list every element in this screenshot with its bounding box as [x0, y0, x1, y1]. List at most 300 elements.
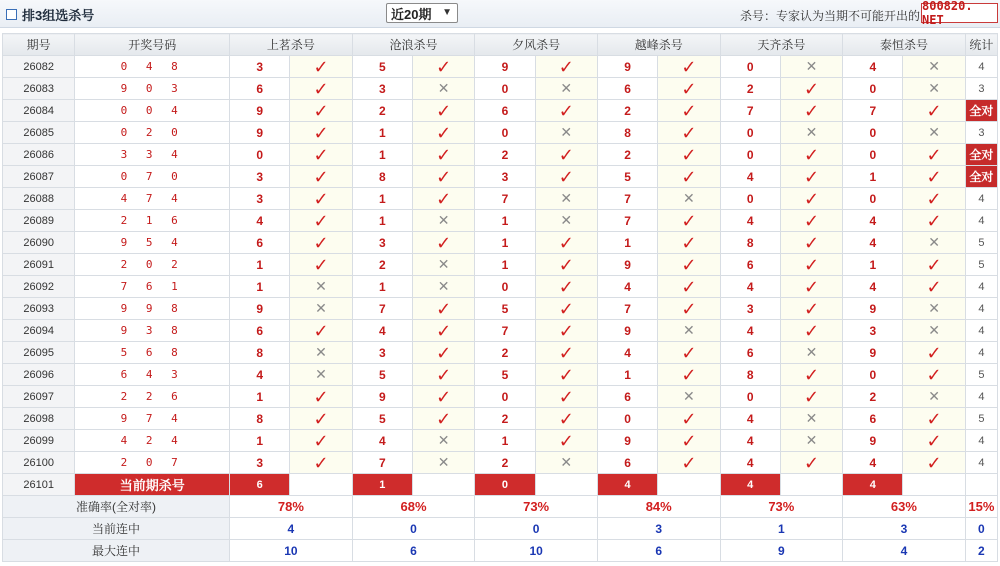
check-icon: ✓: [658, 210, 720, 232]
kill-number: 1: [352, 188, 412, 210]
period-number: 26100: [3, 452, 75, 474]
kill-number: 4: [843, 452, 903, 474]
kill-number: 7: [597, 210, 657, 232]
hit-count: 4: [965, 210, 997, 232]
table-row: [3, 78, 998, 100]
check-icon: ✓: [658, 364, 720, 386]
table-row: [3, 100, 998, 122]
check-icon: ✓: [535, 100, 597, 122]
kill-number: 9: [597, 254, 657, 276]
accuracy-all: 15%: [965, 496, 997, 518]
accuracy-expert-6: 63%: [843, 496, 966, 518]
cross-icon: ✕: [780, 408, 842, 430]
period-number: 26092: [3, 276, 75, 298]
cross-icon: ✕: [413, 276, 475, 298]
draw-number: 0 4 8: [75, 56, 230, 78]
check-icon: ✓: [903, 408, 965, 430]
max-streak-expert-2: 6: [352, 540, 475, 562]
cross-icon: ✕: [535, 452, 597, 474]
accuracy-expert-2: 68%: [352, 496, 475, 518]
current-streak-label: 当前连中: [3, 518, 230, 540]
kill-number: 0: [475, 276, 535, 298]
kill-number: 0: [843, 144, 903, 166]
accuracy-expert-5: 73%: [720, 496, 843, 518]
draw-number: 9 0 3: [75, 78, 230, 100]
check-icon: ✓: [658, 78, 720, 100]
cross-icon: ✕: [535, 188, 597, 210]
kill-number: 0: [720, 386, 780, 408]
all-correct-badge: 全对: [965, 166, 997, 188]
check-icon: ✓: [535, 342, 597, 364]
site-badge[interactable]: 800820. NET: [921, 3, 998, 23]
period-number: 26089: [3, 210, 75, 232]
check-icon: ✓: [535, 408, 597, 430]
kill-number: 7: [475, 188, 535, 210]
table-row: [3, 386, 998, 408]
draw-number: 2 0 7: [75, 452, 230, 474]
kill-number: 2: [475, 342, 535, 364]
hit-count: 4: [965, 56, 997, 78]
check-icon: ✓: [658, 166, 720, 188]
kill-number: 4: [720, 452, 780, 474]
cross-icon: ✕: [658, 386, 720, 408]
kill-number: 7: [352, 298, 412, 320]
kill-number: 7: [475, 320, 535, 342]
draw-number: 2 0 2: [75, 254, 230, 276]
kill-number: 1: [352, 122, 412, 144]
cross-icon: ✕: [903, 232, 965, 254]
table-header: [3, 34, 998, 56]
table-row: [3, 232, 998, 254]
current-streak-expert-4: 3: [597, 518, 720, 540]
kill-number: 7: [843, 100, 903, 122]
col-header-draw: 开奖号码: [75, 34, 230, 56]
kill-number: 6: [720, 342, 780, 364]
kill-number: 0: [720, 122, 780, 144]
kill-number: 7: [720, 100, 780, 122]
kill-number: 1: [597, 364, 657, 386]
cross-icon: ✕: [290, 364, 352, 386]
check-icon: ✓: [413, 232, 475, 254]
period-number: 26087: [3, 166, 75, 188]
kill-number: 0: [720, 56, 780, 78]
kill-number: 0: [475, 122, 535, 144]
period-number: 26093: [3, 298, 75, 320]
check-icon: ✓: [413, 100, 475, 122]
kill-number: 1: [352, 210, 412, 232]
check-icon: ✓: [535, 254, 597, 276]
all-correct-badge: 全对: [965, 100, 997, 122]
current-streak-row: [3, 518, 998, 540]
check-icon: ✓: [413, 408, 475, 430]
check-icon: ✓: [290, 122, 352, 144]
kill-number: 1: [230, 254, 290, 276]
accuracy-label: 准确率(全对率): [3, 496, 230, 518]
check-icon: ✓: [903, 166, 965, 188]
kill-number: 2: [352, 254, 412, 276]
current-streak-expert-5: 1: [720, 518, 843, 540]
cross-icon: ✕: [903, 320, 965, 342]
check-icon: ✓: [535, 166, 597, 188]
table-row: [3, 254, 998, 276]
check-icon: ✓: [903, 144, 965, 166]
kill-number: 9: [597, 430, 657, 452]
max-streak-label: 最大连中: [3, 540, 230, 562]
kill-number: 0: [720, 188, 780, 210]
cross-icon: ✕: [535, 78, 597, 100]
cross-icon: ✕: [658, 320, 720, 342]
period-range-value: 近20期: [391, 6, 432, 22]
current-streak-expert-1: 4: [230, 518, 353, 540]
kill-number: 5: [352, 408, 412, 430]
kill-number: 9: [475, 56, 535, 78]
kill-number: 1: [475, 232, 535, 254]
draw-number: 7 6 1: [75, 276, 230, 298]
kill-number: 6: [230, 78, 290, 100]
kill-number: 4: [352, 430, 412, 452]
period-number: 26082: [3, 56, 75, 78]
hit-count: 5: [965, 408, 997, 430]
check-icon: ✓: [413, 122, 475, 144]
period-number: 26091: [3, 254, 75, 276]
kill-number: 2: [597, 100, 657, 122]
hit-count: 4: [965, 188, 997, 210]
draw-number: 0 2 0: [75, 122, 230, 144]
check-icon: ✓: [780, 166, 842, 188]
kill-number: 3: [352, 78, 412, 100]
draw-number: 5 6 8: [75, 342, 230, 364]
check-icon: ✓: [535, 364, 597, 386]
draw-number: 4 7 4: [75, 188, 230, 210]
max-streak-expert-6: 4: [843, 540, 966, 562]
cross-icon: ✕: [780, 430, 842, 452]
kill-number: 6: [843, 408, 903, 430]
table-row: [3, 408, 998, 430]
max-streak-all: 2: [965, 540, 997, 562]
table-row: [3, 144, 998, 166]
check-icon: ✓: [658, 122, 720, 144]
kill-number: 8: [230, 408, 290, 430]
check-icon: ✓: [413, 364, 475, 386]
kill-number: 4: [720, 408, 780, 430]
check-icon: ✓: [413, 342, 475, 364]
draw-number: 0 0 4: [75, 100, 230, 122]
table-row: [3, 298, 998, 320]
kill-number: 0: [597, 408, 657, 430]
check-icon: ✓: [290, 386, 352, 408]
current-period-row: [3, 474, 998, 496]
kill-number: 0: [843, 122, 903, 144]
kill-number: 8: [720, 364, 780, 386]
col-header-stat: 统计: [965, 34, 997, 56]
chevron-down-icon: ▼: [442, 7, 452, 18]
kill-number: 5: [475, 298, 535, 320]
kill-number: 4: [597, 276, 657, 298]
table-row: [3, 188, 998, 210]
table-row: [3, 320, 998, 342]
current-streak-expert-6: 3: [843, 518, 966, 540]
max-streak-expert-3: 10: [475, 540, 598, 562]
period-number: 26095: [3, 342, 75, 364]
checkbox-icon[interactable]: [6, 9, 17, 20]
hit-count: 5: [965, 254, 997, 276]
kill-number: 1: [475, 430, 535, 452]
period-number: 26094: [3, 320, 75, 342]
check-icon: ✓: [780, 144, 842, 166]
kill-number: 4: [230, 210, 290, 232]
current-kill-expert-3: 0: [475, 474, 535, 496]
kill-number: 6: [597, 452, 657, 474]
hit-count: 5: [965, 232, 997, 254]
check-icon: ✓: [535, 232, 597, 254]
max-streak-row: [3, 540, 998, 562]
kill-number: 3: [352, 342, 412, 364]
check-icon: ✓: [658, 408, 720, 430]
kill-number: 3: [230, 188, 290, 210]
cross-icon: ✕: [413, 430, 475, 452]
col-header-expert-5: 天齐杀号: [720, 34, 843, 56]
current-period-number: 26101: [3, 474, 75, 496]
kill-number: 9: [352, 386, 412, 408]
col-header-expert-4: 越峰杀号: [597, 34, 720, 56]
hit-count: 4: [965, 386, 997, 408]
check-icon: ✓: [658, 298, 720, 320]
kill-number: 0: [720, 144, 780, 166]
accuracy-expert-4: 84%: [597, 496, 720, 518]
check-icon: ✓: [903, 188, 965, 210]
draw-number: 2 2 6: [75, 386, 230, 408]
accuracy-expert-1: 78%: [230, 496, 353, 518]
kill-number: 5: [352, 364, 412, 386]
kill-number: 9: [230, 100, 290, 122]
col-header-period: 期号: [3, 34, 75, 56]
check-icon: ✓: [903, 342, 965, 364]
check-icon: ✓: [903, 100, 965, 122]
check-icon: ✓: [658, 56, 720, 78]
cross-icon: ✕: [535, 210, 597, 232]
kill-number: 8: [230, 342, 290, 364]
table-row: [3, 166, 998, 188]
kill-number: 4: [843, 56, 903, 78]
page-title-text: 排3组选杀号: [22, 8, 95, 23]
check-icon: ✓: [780, 452, 842, 474]
kill-number: 3: [720, 298, 780, 320]
kill-number: 7: [597, 188, 657, 210]
check-icon: ✓: [535, 298, 597, 320]
check-icon: ✓: [780, 254, 842, 276]
current-kill-expert-6: 4: [843, 474, 903, 496]
period-number: 26096: [3, 364, 75, 386]
current-kill-label: 当前期杀号: [75, 474, 230, 496]
kill-number: 1: [352, 276, 412, 298]
kill-number: 2: [843, 386, 903, 408]
kill-number: 2: [475, 452, 535, 474]
kill-number: 4: [720, 276, 780, 298]
kill-number: 4: [720, 320, 780, 342]
table-body: [3, 56, 998, 474]
check-icon: ✓: [535, 430, 597, 452]
kill-number: 7: [352, 452, 412, 474]
check-icon: ✓: [290, 56, 352, 78]
period-number: 26098: [3, 408, 75, 430]
kill-number: 8: [352, 166, 412, 188]
hit-count: 4: [965, 342, 997, 364]
table-row: [3, 122, 998, 144]
kill-number: 4: [720, 166, 780, 188]
draw-number: 9 5 4: [75, 232, 230, 254]
kill-number: 9: [843, 298, 903, 320]
check-icon: ✓: [413, 166, 475, 188]
kill-number: 4: [720, 210, 780, 232]
check-icon: ✓: [290, 78, 352, 100]
max-streak-expert-4: 6: [597, 540, 720, 562]
check-icon: ✓: [903, 452, 965, 474]
cross-icon: ✕: [903, 78, 965, 100]
col-header-expert-1: 上茗杀号: [230, 34, 353, 56]
period-number: 26085: [3, 122, 75, 144]
check-icon: ✓: [290, 210, 352, 232]
check-icon: ✓: [780, 276, 842, 298]
period-number: 26084: [3, 100, 75, 122]
check-icon: ✓: [413, 320, 475, 342]
table-footer: [3, 474, 998, 562]
check-icon: ✓: [290, 166, 352, 188]
kill-number: 1: [597, 232, 657, 254]
check-icon: ✓: [903, 254, 965, 276]
cross-icon: ✕: [780, 342, 842, 364]
kill-number: 6: [475, 100, 535, 122]
kill-number: 9: [597, 56, 657, 78]
draw-number: 2 1 6: [75, 210, 230, 232]
current-streak-expert-2: 0: [352, 518, 475, 540]
check-icon: ✓: [658, 100, 720, 122]
kill-number: 6: [230, 232, 290, 254]
page-title: [6, 5, 94, 24]
check-icon: ✓: [290, 232, 352, 254]
check-icon: ✓: [535, 386, 597, 408]
cross-icon: ✕: [903, 56, 965, 78]
check-icon: ✓: [290, 144, 352, 166]
kill-number: 4: [230, 364, 290, 386]
period-number: 26097: [3, 386, 75, 408]
kill-number: 9: [843, 342, 903, 364]
check-icon: ✓: [780, 232, 842, 254]
current-kill-expert-1: 6: [230, 474, 290, 496]
col-header-expert-2: 沧浪杀号: [352, 34, 475, 56]
kill-number: 0: [843, 78, 903, 100]
cross-icon: ✕: [413, 452, 475, 474]
kill-number: 3: [230, 166, 290, 188]
period-number: 26088: [3, 188, 75, 210]
check-icon: ✓: [903, 364, 965, 386]
table-row: [3, 342, 998, 364]
check-icon: ✓: [658, 342, 720, 364]
accuracy-row: [3, 496, 998, 518]
kill-number: 9: [230, 122, 290, 144]
kill-number: 3: [230, 56, 290, 78]
kill-note: 杀号：专家认为当期不可能开出的: [739, 9, 920, 23]
check-icon: ✓: [903, 430, 965, 452]
kill-table: [2, 33, 998, 562]
period-range-select[interactable]: [386, 3, 458, 23]
kill-number: 1: [843, 166, 903, 188]
kill-number: 1: [475, 210, 535, 232]
check-icon: ✓: [658, 232, 720, 254]
hit-count: 4: [965, 298, 997, 320]
current-kill-expert-4: 4: [597, 474, 657, 496]
period-number: 26090: [3, 232, 75, 254]
check-icon: ✓: [780, 320, 842, 342]
kill-number: 2: [475, 408, 535, 430]
check-icon: ✓: [290, 452, 352, 474]
check-icon: ✓: [413, 386, 475, 408]
kill-number: 1: [230, 430, 290, 452]
check-icon: ✓: [780, 210, 842, 232]
check-icon: ✓: [903, 210, 965, 232]
kill-number: 3: [843, 320, 903, 342]
check-icon: ✓: [903, 276, 965, 298]
table-row: [3, 276, 998, 298]
check-icon: ✓: [413, 188, 475, 210]
current-streak-all: 0: [965, 518, 997, 540]
kill-number: 0: [475, 78, 535, 100]
draw-number: 9 7 4: [75, 408, 230, 430]
check-icon: ✓: [780, 188, 842, 210]
kill-number: 2: [720, 78, 780, 100]
check-icon: ✓: [290, 100, 352, 122]
kill-number: 3: [230, 452, 290, 474]
max-streak-expert-1: 10: [230, 540, 353, 562]
cross-icon: ✕: [903, 298, 965, 320]
check-icon: ✓: [780, 100, 842, 122]
kill-number: 7: [597, 298, 657, 320]
kill-number: 8: [597, 122, 657, 144]
check-icon: ✓: [290, 408, 352, 430]
cross-icon: ✕: [780, 56, 842, 78]
current-kill-expert-5: 4: [720, 474, 780, 496]
hit-count: 4: [965, 452, 997, 474]
draw-number: 4 2 4: [75, 430, 230, 452]
check-icon: ✓: [413, 144, 475, 166]
top-bar: [0, 0, 1000, 28]
kill-number: 1: [230, 276, 290, 298]
kill-number: 9: [597, 320, 657, 342]
cross-icon: ✕: [290, 342, 352, 364]
table-row: [3, 364, 998, 386]
check-icon: ✓: [658, 144, 720, 166]
check-icon: ✓: [780, 78, 842, 100]
kill-number: 1: [352, 144, 412, 166]
draw-number: 9 9 8: [75, 298, 230, 320]
hit-count: 4: [965, 276, 997, 298]
check-icon: ✓: [290, 254, 352, 276]
check-icon: ✓: [780, 386, 842, 408]
kill-number: 5: [597, 166, 657, 188]
kill-number: 3: [352, 232, 412, 254]
period-number: 26099: [3, 430, 75, 452]
kill-number: 8: [720, 232, 780, 254]
kill-number: 6: [230, 320, 290, 342]
cross-icon: ✕: [290, 276, 352, 298]
draw-number: 6 4 3: [75, 364, 230, 386]
kill-number: 5: [475, 364, 535, 386]
draw-number: 0 7 0: [75, 166, 230, 188]
check-icon: ✓: [413, 56, 475, 78]
check-icon: ✓: [413, 298, 475, 320]
check-icon: ✓: [535, 144, 597, 166]
check-icon: ✓: [290, 188, 352, 210]
max-streak-expert-5: 9: [720, 540, 843, 562]
